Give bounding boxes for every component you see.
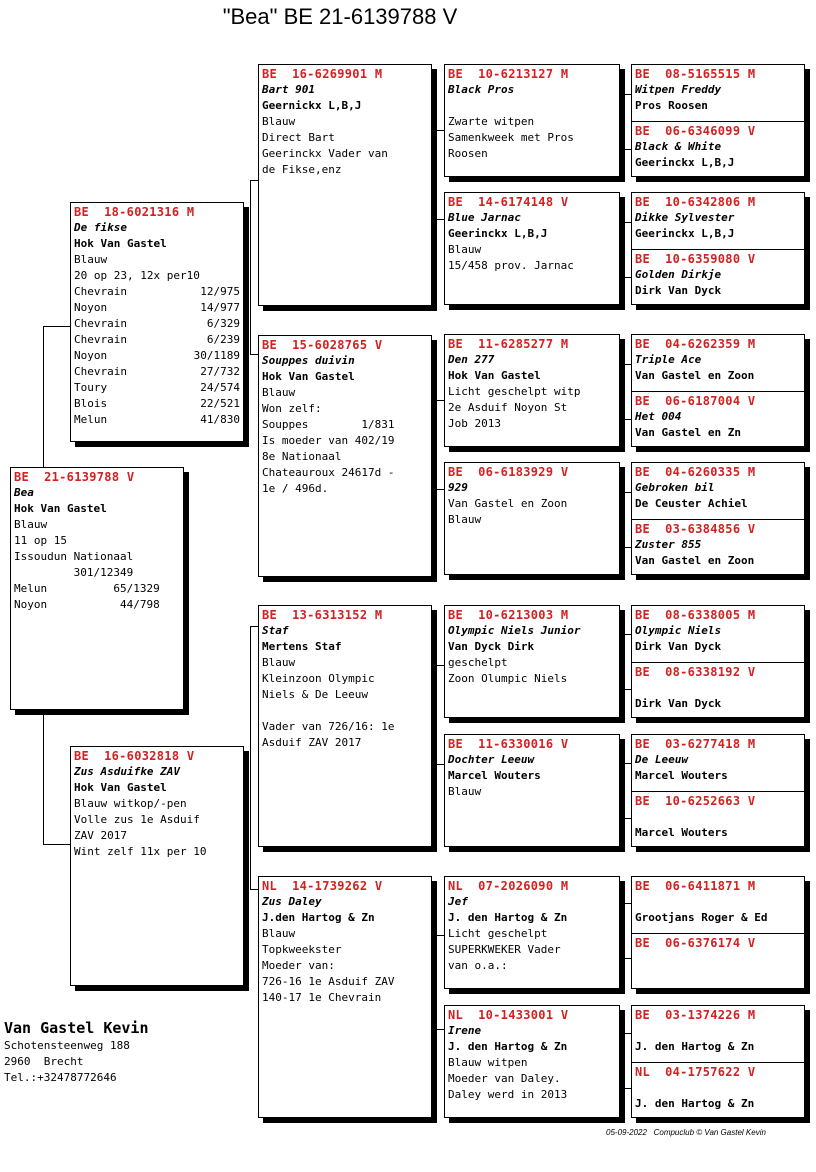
g4-card-male[interactable]: [632, 606, 804, 663]
info-line: Souppes 1/831: [262, 418, 395, 431]
ggp-card-3[interactable]: [444, 334, 620, 447]
pigeon-name: Den 277: [448, 353, 495, 366]
pigeon-name: Dikke Sylvester: [635, 211, 735, 224]
g4-pair-3: [631, 334, 805, 447]
g4-card-female[interactable]: [632, 1063, 804, 1118]
ring-number: NL 10-1433001 V: [448, 1008, 569, 1022]
info-line: van o.a.:: [448, 959, 508, 972]
ring-number: BE 06-6187004 V: [635, 394, 756, 408]
race-name: Blois: [74, 397, 108, 410]
race-name: Melun: [74, 413, 108, 426]
pigeon-owner: Marcel Wouters: [448, 769, 541, 782]
pigeon-owner: Dirk Van Dyck: [635, 284, 722, 297]
pigeon-name: De fikse: [74, 221, 127, 234]
info-line: Blauw: [262, 927, 296, 940]
ring-number: BE 08-6338192 V: [635, 665, 756, 679]
info-line: Samenkweek met Pros: [448, 131, 574, 144]
breeder-phone: Tel.:+32478772646: [4, 1071, 117, 1084]
pigeon-owner: Van Gastel en Zn: [635, 426, 741, 439]
pigeon-owner: Dirk Van Dyck: [635, 640, 722, 653]
ggp-card-7[interactable]: [444, 876, 620, 989]
pigeon-name: Bea: [14, 486, 34, 499]
pigeon-owner: J. den Hartog & Zn: [448, 1040, 568, 1053]
info-line: 301/12349: [14, 566, 134, 579]
ring-number: BE 16-6032818 V: [74, 749, 195, 763]
ring-number: BE 10-6252663 V: [635, 794, 756, 808]
info-line: Zwarte witpen: [448, 115, 535, 128]
ggp-card-6[interactable]: [444, 734, 620, 847]
print-date: 05-09-2022: [606, 1128, 647, 1137]
g4-card-male[interactable]: [632, 735, 804, 792]
mother-card[interactable]: [70, 746, 244, 986]
g4-card-male[interactable]: [632, 877, 804, 934]
breeder-street: Schotensteenweg 188: [4, 1039, 130, 1052]
info-line: [448, 98, 616, 114]
ring-number: BE 16-6269901 M: [262, 67, 383, 81]
pigeon-owner: J. den Hartog & Zn: [635, 1097, 755, 1110]
pigeon-owner: Hok Van Gastel: [262, 370, 355, 383]
pigeon-name: Het 004: [635, 410, 682, 423]
g4-card-female[interactable]: [632, 122, 804, 177]
pigeon-owner: Mertens Staf: [262, 640, 342, 653]
g4-card-male[interactable]: [632, 193, 804, 250]
info-line: 2e Asduif Noyon St: [448, 401, 568, 414]
pigeon-owner: Van Gastel en Zoon: [635, 369, 755, 382]
race-result: [74, 348, 240, 364]
ring-number: BE 04-6260335 M: [635, 465, 756, 479]
pigeon-owner: Van Gastel en Zoon: [448, 497, 568, 510]
pigeon-owner: J. den Hartog & Zn: [635, 1040, 755, 1053]
g4-card-female[interactable]: [632, 934, 804, 989]
ggp-card-2[interactable]: [444, 192, 620, 305]
info-line: Blauw: [14, 518, 48, 531]
breeder-address: [4, 1018, 149, 1086]
father-card[interactable]: [70, 202, 244, 442]
pigeon-name: Jef: [448, 895, 468, 908]
race-name: Toury: [74, 381, 108, 394]
pigeon-name: 929: [448, 481, 468, 494]
info-line: 1e / 496d.: [262, 482, 329, 495]
pigeon-name: Gebroken bil: [635, 481, 715, 494]
pigeon-owner: Hok Van Gastel: [448, 369, 541, 382]
ring-number: BE 13-6313152 M: [262, 608, 383, 622]
info-line: Wint zelf 11x per 10: [74, 845, 207, 858]
grandmother-maternal-card[interactable]: [258, 876, 432, 1118]
race-name: Noyon: [74, 301, 108, 314]
pigeon-name: [635, 1080, 801, 1096]
info-line: Asduif ZAV 2017: [262, 736, 362, 749]
ggp-card-4[interactable]: [444, 462, 620, 575]
ring-number: NL 14-1739262 V: [262, 879, 383, 893]
info-line: ZAV 2017: [74, 829, 127, 842]
race-result: [74, 300, 240, 316]
pedigree-title: "Bea" BE 21-6139788 V: [222, 4, 458, 29]
info-line: Direct Bart: [262, 131, 335, 144]
info-line: 11 op 15: [14, 534, 67, 547]
race-name: Noyon: [74, 349, 108, 362]
pigeon-name: Zus Asduifke ZAV: [74, 765, 180, 778]
pigeon-owner: J.den Hartog & Zn: [262, 911, 375, 924]
race-score: 24/574: [200, 381, 240, 394]
pigeon-owner: Marcel Wouters: [635, 826, 728, 839]
subject-card[interactable]: [10, 467, 184, 710]
race-name: Chevrain: [74, 365, 127, 378]
pigeon-name: [635, 1023, 801, 1039]
ring-number: NL 04-1757622 V: [635, 1065, 756, 1079]
credit: Compuclub © Van Gastel Kevin: [653, 1128, 766, 1137]
pigeon-name: Zus Daley: [262, 895, 322, 908]
pigeon-owner: Hok Van Gastel: [74, 237, 167, 250]
ring-number: BE 14-6174148 V: [448, 195, 569, 209]
race-result: [74, 396, 240, 412]
info-line: 726-16 1e Asduif ZAV: [262, 975, 395, 988]
pigeon-owner: J. den Hartog & Zn: [448, 911, 568, 924]
info-line: Won zelf:: [262, 402, 322, 415]
g4-pair-2: [631, 192, 805, 305]
ring-number: BE 04-6262359 M: [635, 337, 756, 351]
race-name: Chevrain: [74, 285, 127, 298]
info-line: Blauw witpen: [448, 1056, 528, 1069]
info-line: Blauw: [74, 253, 108, 266]
race-score: 6/239: [206, 333, 240, 346]
pigeon-owner: Dirk Van Dyck: [635, 697, 722, 710]
info-line: Blauw: [262, 115, 296, 128]
pigeon-name: De Leeuw: [635, 753, 688, 766]
g4-card-female[interactable]: [632, 250, 804, 305]
pigeon-name: Black & White: [635, 140, 722, 153]
grandfather-maternal-card[interactable]: [258, 605, 432, 847]
info-line: Licht geschelpt witp: [448, 385, 581, 398]
race-result: [74, 284, 240, 300]
race-result: [74, 412, 240, 428]
info-line: Job 2013: [448, 417, 501, 430]
race-result: [74, 364, 240, 380]
info-line: Blauw: [448, 243, 482, 256]
race-score: 14/977: [200, 301, 240, 314]
pigeon-name: Irene: [448, 1024, 482, 1037]
pigeon-owner: Geerinckx L,B,J: [448, 227, 548, 240]
ring-number: BE 11-6285277 M: [448, 337, 569, 351]
g4-pair-6: [631, 734, 805, 847]
g4-card-male[interactable]: [632, 65, 804, 122]
info-line: Blauw: [262, 656, 296, 669]
breeder-city: 2960 Brecht: [4, 1055, 84, 1068]
pigeon-name: Zuster 855: [635, 538, 702, 551]
info-line: Niels & De Leeuw: [262, 688, 368, 701]
info-line: Issoudun Nationaal: [14, 550, 134, 563]
pigeon-owner: Hok Van Gastel: [74, 781, 167, 794]
ggp-card-5[interactable]: [444, 605, 620, 718]
ring-number: NL 07-2026090 M: [448, 879, 569, 893]
info-line: Vader van 726/16: 1e: [262, 720, 395, 733]
info-line: 20 op 23, 12x per10: [74, 269, 200, 282]
ring-number: BE 11-6330016 V: [448, 737, 569, 751]
ring-number: BE 18-6021316 M: [74, 205, 195, 219]
info-line: 15/458 prov. Jarnac: [448, 259, 574, 272]
pigeon-name: Triple Ace: [635, 353, 702, 366]
race-score: 22/521: [200, 397, 240, 410]
pigeon-name: Golden Dirkje: [635, 268, 722, 281]
pigeon-name: Olympic Niels: [635, 624, 722, 637]
info-line: Blauw: [448, 513, 482, 526]
info-line: Blauw: [262, 386, 296, 399]
pigeon-name: Black Pros: [448, 83, 515, 96]
race-result: [74, 316, 240, 332]
grandfather-paternal-card[interactable]: [258, 64, 432, 306]
ring-number: BE 10-6213003 M: [448, 608, 569, 622]
pigeon-name: Witpen Freddy: [635, 83, 722, 96]
g4-card-female[interactable]: [632, 520, 804, 575]
ggp-card-1[interactable]: [444, 64, 620, 177]
ring-number: BE 08-5165515 M: [635, 67, 756, 81]
race-score: 30/1189: [193, 349, 240, 362]
g4-card-female[interactable]: [632, 792, 804, 847]
info-line: Moeder van Daley.: [448, 1072, 561, 1085]
g4-pair-8: [631, 1005, 805, 1118]
info-line: 8e Nationaal: [262, 450, 342, 463]
ring-number: BE 21-6139788 V: [14, 470, 135, 484]
ring-number: BE 03-6384856 V: [635, 522, 756, 536]
info-line: Geerinckx Vader van: [262, 147, 388, 160]
info-line: 140-17 1e Chevrain: [262, 991, 382, 1004]
pigeon-name: Souppes duivin: [262, 354, 355, 367]
info-line: Melun 65/1329: [14, 582, 160, 595]
pigeon-name: Olympic Niels Junior: [448, 624, 581, 637]
pigeon-name: [635, 680, 801, 696]
info-line: Is moeder van 402/19: [262, 434, 395, 447]
info-line: Licht geschelpt: [448, 927, 548, 940]
pigeon-owner: [635, 967, 801, 983]
pigeon-name: Dochter Leeuw: [448, 753, 535, 766]
info-line: Moeder van:: [262, 959, 335, 972]
ggp-card-8[interactable]: [444, 1005, 620, 1118]
g4-card-male[interactable]: [632, 463, 804, 520]
g4-pair-1: [631, 64, 805, 177]
pigeon-owner: Van Dyck Dirk: [448, 640, 535, 653]
race-score: 12/975: [200, 285, 240, 298]
ring-number: BE 03-6277418 M: [635, 737, 756, 751]
info-line: de Fikse,enz: [262, 163, 342, 176]
pigeon-owner: Hok Van Gastel: [14, 502, 107, 515]
info-line: [262, 703, 428, 719]
info-line: SUPERKWEKER Vader: [448, 943, 561, 956]
race-name: Chevrain: [74, 333, 127, 346]
breeder-name: Van Gastel Kevin: [4, 1019, 149, 1037]
pigeon-owner: Geerinckx L,B,J: [635, 156, 735, 169]
info-line: Noyon 44/798: [14, 598, 160, 611]
g4-card-female[interactable]: [632, 392, 804, 447]
pigeon-owner: Van Gastel en Zoon: [635, 554, 755, 567]
pigeon-owner: Pros Roosen: [635, 99, 708, 112]
race-score: 41/830: [200, 413, 240, 426]
info-line: Topkweekster: [262, 943, 342, 956]
info-line: Kleinzoon Olympic: [262, 672, 375, 685]
info-line: Blauw: [448, 785, 482, 798]
pigeon-name: Bart 901: [262, 83, 315, 96]
ring-number: BE 15-6028765 V: [262, 338, 383, 352]
info-line: geschelpt: [448, 656, 508, 669]
ring-number: BE 10-6359080 V: [635, 252, 756, 266]
g4-card-female[interactable]: [632, 663, 804, 718]
pigeon-owner: De Ceuster Achiel: [635, 497, 748, 510]
footer: [606, 1128, 766, 1137]
g4-card-male[interactable]: [632, 1006, 804, 1063]
pigeon-owner: Grootjans Roger & Ed: [635, 911, 768, 924]
race-score: 6/329: [206, 317, 240, 330]
ring-number: BE 06-6346099 V: [635, 124, 756, 138]
info-line: Chateauroux 24617d -: [262, 466, 395, 479]
pigeon-name: [635, 894, 801, 910]
pigeon-owner: Marcel Wouters: [635, 769, 728, 782]
info-line: Volle zus 1e Asduif: [74, 813, 200, 826]
g4-card-male[interactable]: [632, 335, 804, 392]
g4-pair-5: [631, 605, 805, 718]
ring-number: BE 06-6376174 V: [635, 936, 756, 950]
grandmother-paternal-card[interactable]: [258, 335, 432, 577]
pigeon-name: Blue Jarnac: [448, 211, 521, 224]
pigeon-name: Staf: [262, 624, 289, 637]
race-result: [74, 380, 240, 396]
ring-number: BE 10-6213127 M: [448, 67, 569, 81]
g4-pair-7: [631, 876, 805, 989]
ring-number: BE 03-1374226 M: [635, 1008, 756, 1022]
info-line: Blauw witkop/-pen: [74, 797, 187, 810]
race-result: [74, 332, 240, 348]
race-name: Chevrain: [74, 317, 127, 330]
ring-number: BE 08-6338005 M: [635, 608, 756, 622]
ring-number: BE 06-6183929 V: [448, 465, 569, 479]
pigeon-name: [635, 951, 801, 967]
info-line: Zoon Olumpic Niels: [448, 672, 568, 685]
pigeon-owner: Geerinckx L,B,J: [635, 227, 735, 240]
info-line: Daley werd in 2013: [448, 1088, 568, 1101]
g4-pair-4: [631, 462, 805, 575]
pigeon-owner: Geernickx L,B,J: [262, 99, 362, 112]
ring-number: BE 10-6342806 M: [635, 195, 756, 209]
ring-number: BE 06-6411871 M: [635, 879, 756, 893]
info-line: Roosen: [448, 147, 488, 160]
race-score: 27/732: [200, 365, 240, 378]
pigeon-name: [635, 809, 801, 825]
